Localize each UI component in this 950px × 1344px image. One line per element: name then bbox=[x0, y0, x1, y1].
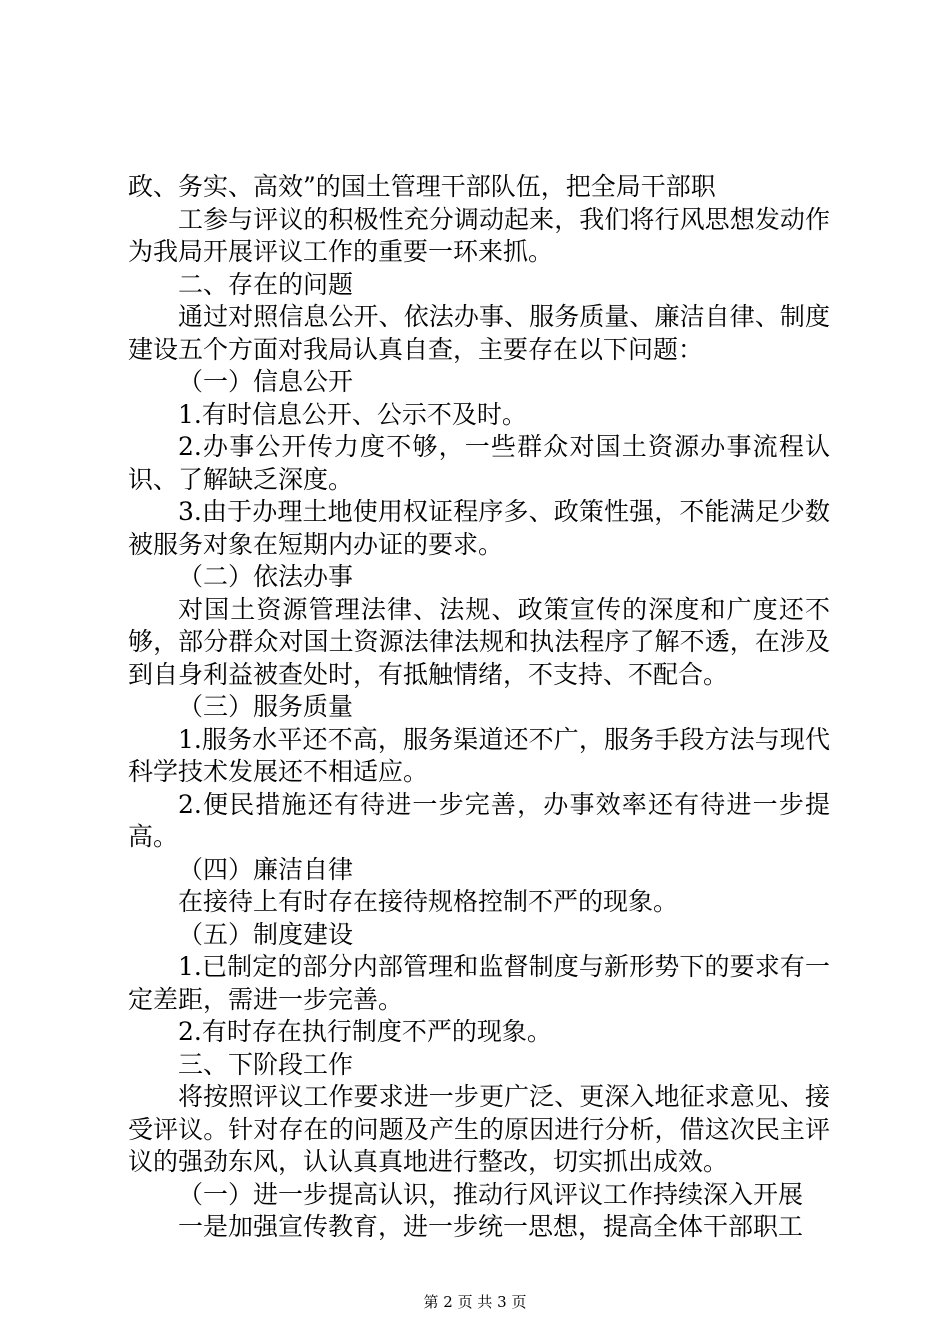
subheading-integrity: （四）廉洁自律 bbox=[178, 854, 354, 884]
section-heading-problems: 二、存在的问题 bbox=[178, 269, 354, 299]
paragraph-10: 对国土资源管理法律、法规、政策宣传的深度和广度还不够，部分群众对国土资源法律法规和执法程序了解不透，在涉及到自身利益被查处时，有抵触情绪，不支持、不配合。 bbox=[128, 594, 830, 689]
paragraph-1: 政、务实、高效”的国土管理干部队伍，把全局干部职 bbox=[128, 172, 716, 201]
list-item-service-2: 2.便民措施还有待进一步完善，办事效率还有待进一步提高。 bbox=[128, 789, 830, 851]
list-item-2: 2.办事公开传力度不够，一些群众对国土资源办事流程认识、了解缺乏深度。 bbox=[128, 432, 830, 494]
paragraph-2: 工参与评议的积极性充分调动起来，我们将行风思想发动作为我局开展评议工作的重要一环来抓。 bbox=[128, 204, 830, 266]
document-body bbox=[128, 171, 830, 1244]
paragraph-20: 将按照评议工作要求进一步更广泛、更深入地征求意见、接受评议。针对存在的问题及产生的原因进行分析，借这次民主评议的强劲东风，认认真真地进行整改，切实抓出成效。 bbox=[128, 1082, 830, 1176]
list-item-1: 1.有时信息公开、公示不及时。 bbox=[178, 399, 527, 429]
section-heading-next-stage: 三、下阶段工作 bbox=[178, 1049, 354, 1079]
list-item-system-1: 1.已制定的部分内部管理和监督制度与新形势下的要求有一定差距，需进一步完善。 bbox=[128, 952, 830, 1014]
list-item-system-2: 2.有时存在执行制度不严的现象。 bbox=[178, 1017, 552, 1046]
subheading-raise-awareness: （一）进一步提高认识，推动行风评议工作持续深入开展 bbox=[178, 1179, 804, 1209]
subheading-info-disclosure: （一）信息公开 bbox=[178, 367, 354, 396]
list-item-3: 3.由于办理土地使用权证程序多、政策性强，不能满足少数被服务对象在短期内办证的要求。 bbox=[128, 497, 830, 559]
paragraph-15: 在接待上有时存在接待规格控制不严的现象。 bbox=[178, 887, 679, 916]
page-footer: 第 2 页 共 3 页 bbox=[423, 1293, 527, 1311]
subheading-lawful-affairs: （二）依法办事 bbox=[178, 562, 354, 591]
subheading-service-quality: （三）服务质量 bbox=[178, 692, 354, 721]
subheading-system-building: （五）制度建设 bbox=[178, 919, 354, 949]
paragraph-4: 通过对照信息公开、依法办事、服务质量、廉洁自律、制度建设五个方面对我局认真自查，主要存在以下问题： bbox=[128, 302, 830, 364]
paragraph-22: 一是加强宣传教育，进一步统一思想，提高全体干部职工 bbox=[178, 1212, 804, 1241]
list-item-service-1: 1.服务水平还不高，服务渠道还不广，服务手段方法与现代科学技术发展还不相适应。 bbox=[128, 724, 830, 786]
